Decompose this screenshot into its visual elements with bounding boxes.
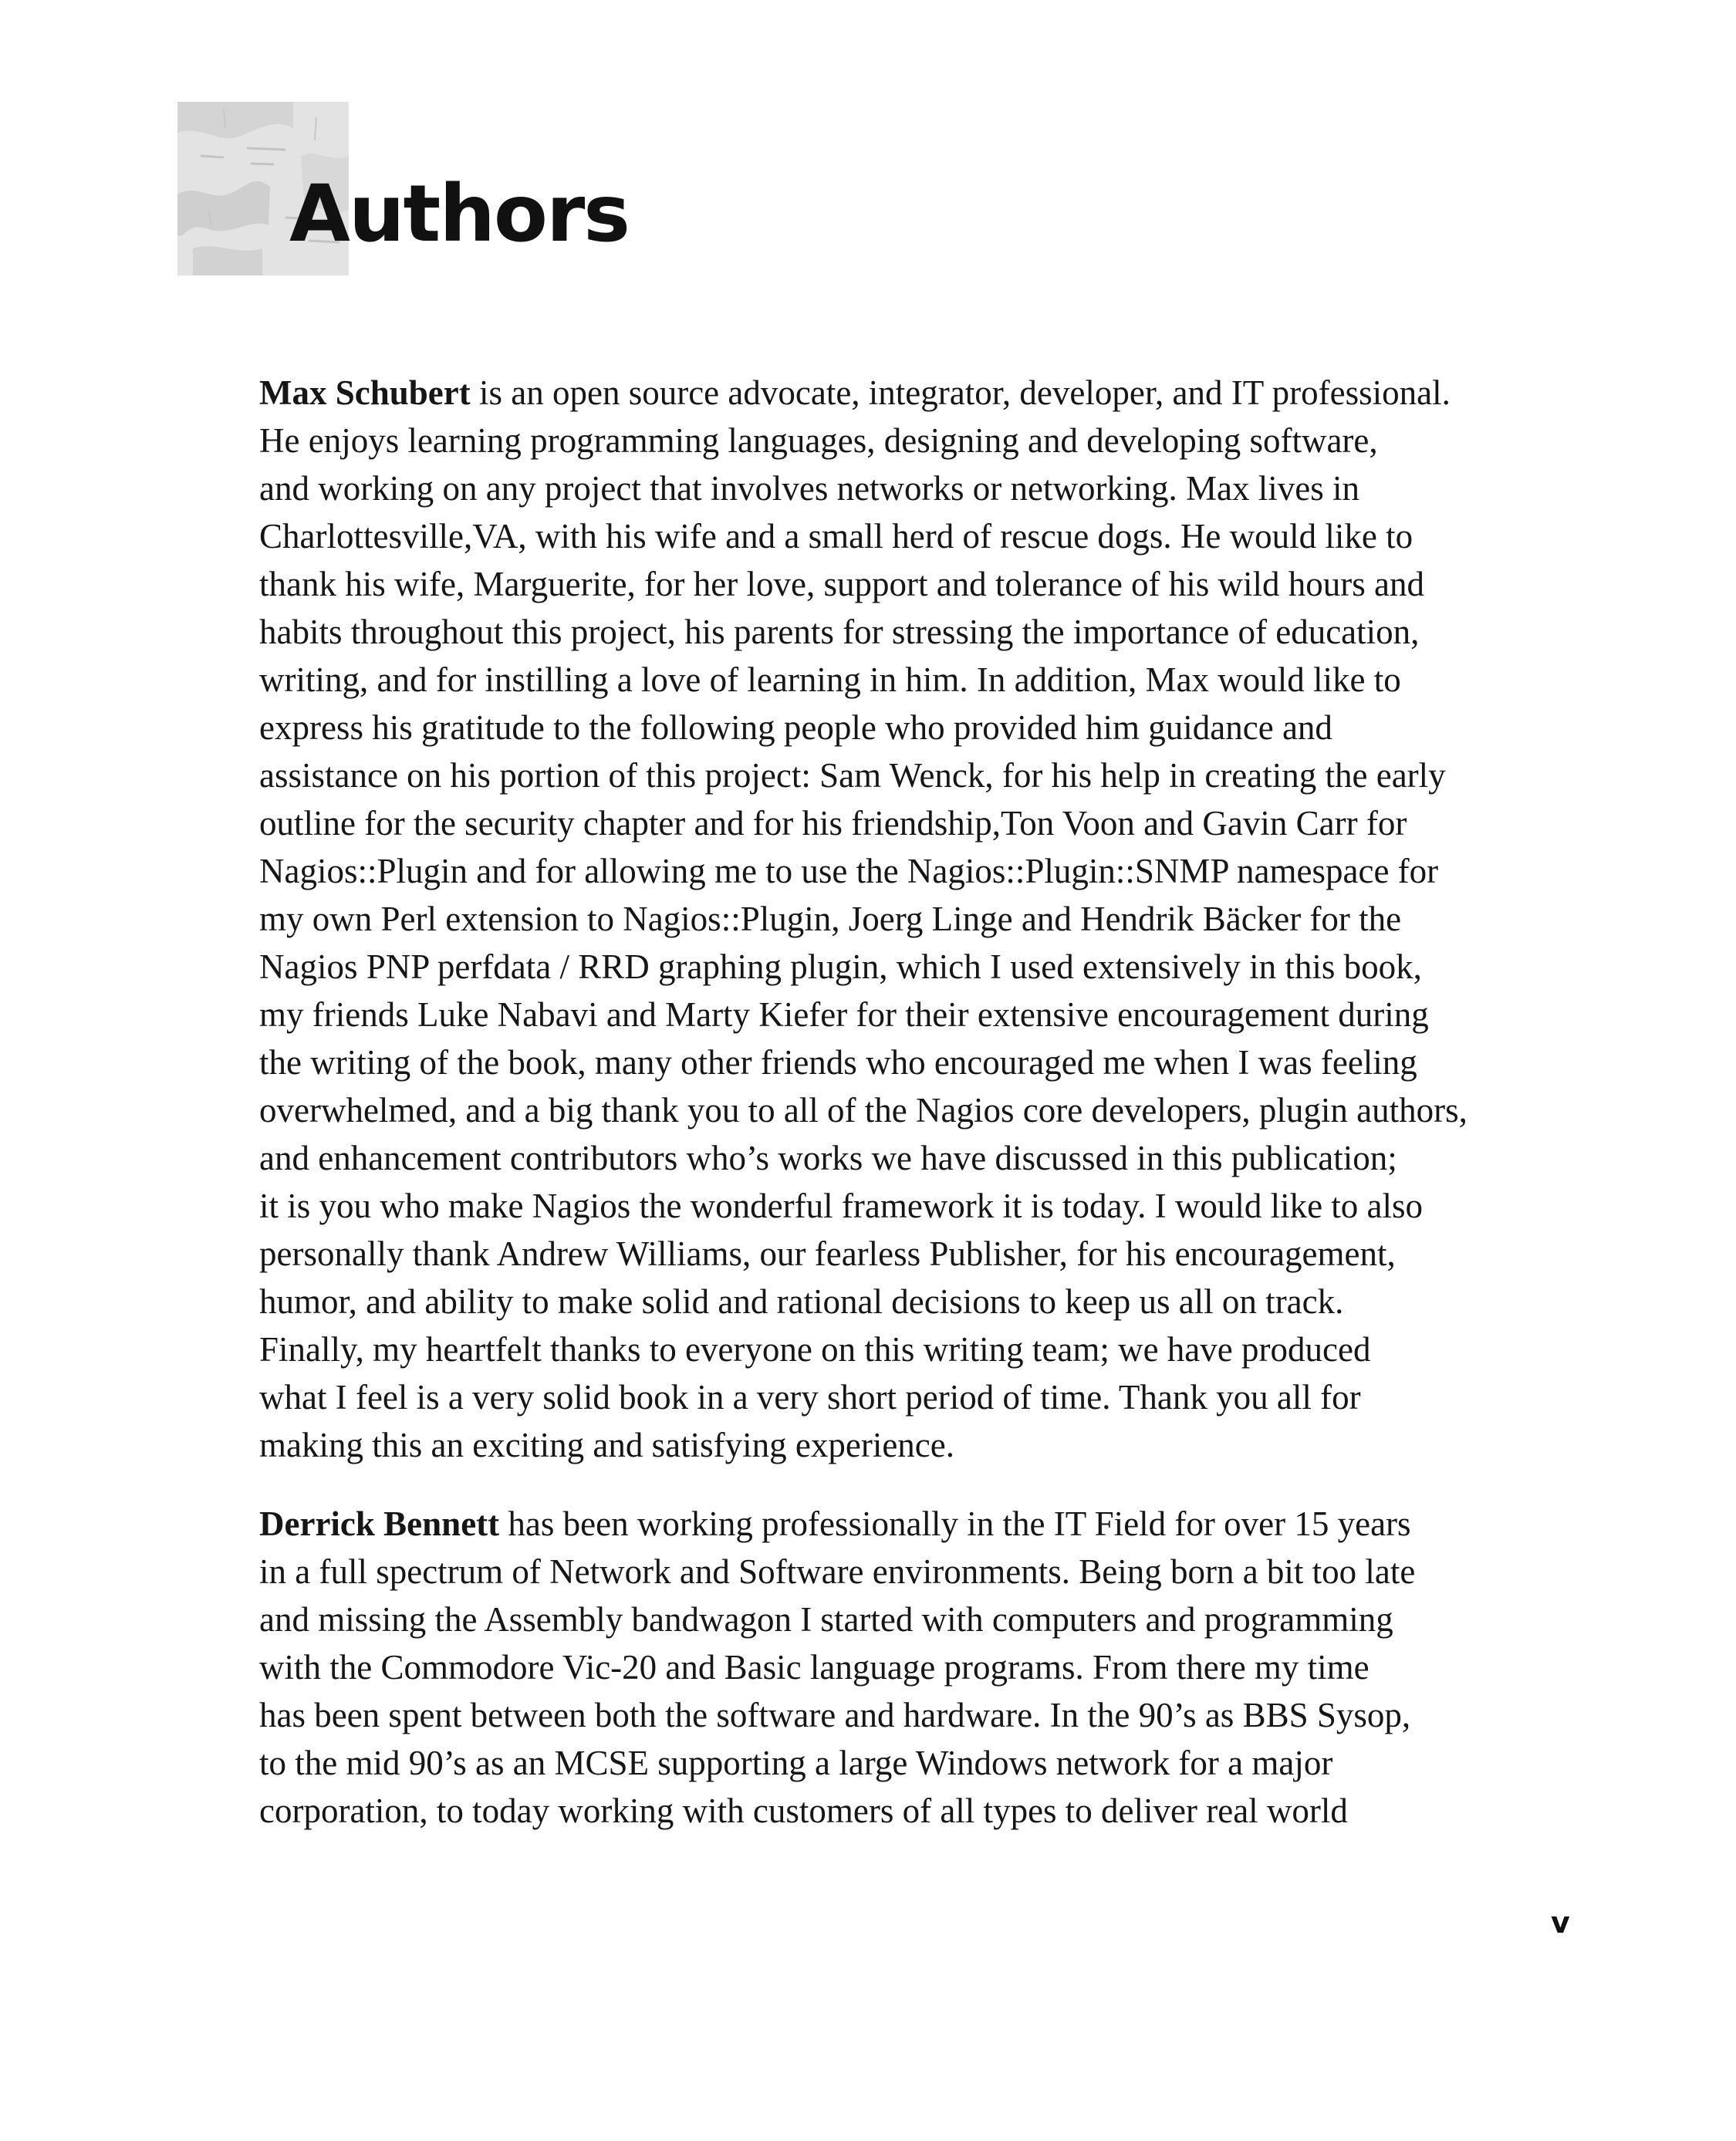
bio-line: habits throughout this project, his parents for stressing the importance of education, xyxy=(259,613,1420,651)
bio-line: and missing the Assembly bandwagon I started with computers and programming xyxy=(259,1600,1393,1639)
bio-line: Derrick Bennett has been working professionally in the IT Field for over 15 years xyxy=(259,1504,1411,1543)
bio-line: it is you who make Nagios the wonderful framework it is today. I would like to also xyxy=(259,1187,1424,1225)
bio-line: assistance on his portion of this project: Sam Wenck, for his help in creating the early xyxy=(259,756,1446,795)
bio-line: my friends Luke Nabavi and Marty Kiefer for their extensive encouragement during xyxy=(259,995,1429,1034)
chapter-heading xyxy=(177,102,872,275)
bio-line: Finally, my heartfelt thanks to everyone on this writing team; we have produced xyxy=(259,1330,1371,1369)
author-bio-max-schubert xyxy=(259,369,1571,1469)
bio-line: Charlottesville,VA, with his wife and a small herd of rescue dogs. He would like to xyxy=(259,517,1413,556)
bio-line: Max Schubert is an open source advocate, integrator, developer, and IT professional. xyxy=(259,373,1451,412)
page-title: Authors xyxy=(289,168,630,260)
bio-line: the writing of the book, many other friends who encouraged me when I was feeling xyxy=(259,1043,1417,1082)
author-name: Derrick Bennett xyxy=(259,1504,500,1543)
bio-line: humor, and ability to make solid and rational decisions to keep us all on track. xyxy=(259,1282,1344,1321)
authors-body xyxy=(259,369,1571,1866)
page-number: v xyxy=(1551,1906,1570,1940)
bio-line: my own Perl extension to Nagios::Plugin, Joerg Linge and Hendrik Bäcker for the xyxy=(259,900,1402,938)
bio-line: outline for the security chapter and for his friendship,Ton Voon and Gavin Carr for xyxy=(259,804,1407,843)
bio-line: express his gratitude to the following people who provided him guidance and xyxy=(259,708,1332,747)
bio-line: writing, and for instilling a love of learning in him. In addition, Max would like to xyxy=(259,660,1401,699)
bio-line: and enhancement contributors who’s works we have discussed in this publication; xyxy=(259,1139,1397,1177)
bio-line: and working on any project that involves networks or networking. Max lives in xyxy=(259,469,1359,508)
bio-line: has been spent between both the software and hardware. In the 90’s as BBS Sysop, xyxy=(259,1696,1411,1734)
bio-line: with the Commodore Vic-20 and Basic language programs. From there my time xyxy=(259,1648,1370,1687)
bio-line: personally thank Andrew Williams, our fearless Publisher, for his encouragement, xyxy=(259,1234,1396,1273)
bio-line: to the mid 90’s as an MCSE supporting a large Windows network for a major xyxy=(259,1744,1333,1782)
bio-line: overwhelmed, and a big thank you to all of the Nagios core developers, plugin authors, xyxy=(259,1091,1467,1130)
bio-line: thank his wife, Marguerite, for her love, support and tolerance of his wild hours and xyxy=(259,565,1425,603)
bio-line: what I feel is a very solid book in a very short period of time. Thank you all for xyxy=(259,1378,1361,1417)
author-name: Max Schubert xyxy=(259,373,471,412)
bio-line: making this an exciting and satisfying experience. xyxy=(259,1426,954,1464)
author-bio-derrick-bennett xyxy=(259,1500,1571,1835)
bio-line: He enjoys learning programming languages, designing and developing software, xyxy=(259,421,1378,460)
bio-line: in a full spectrum of Network and Software environments. Being born a bit too late xyxy=(259,1552,1416,1591)
bio-line: Nagios PNP perfdata / RRD graphing plugin, which I used extensively in this book, xyxy=(259,947,1422,986)
bio-line: Nagios::Plugin and for allowing me to use the Nagios::Plugin::SNMP namespace for xyxy=(259,852,1439,890)
bio-line: corporation, to today working with customers of all types to deliver real world xyxy=(259,1791,1348,1830)
